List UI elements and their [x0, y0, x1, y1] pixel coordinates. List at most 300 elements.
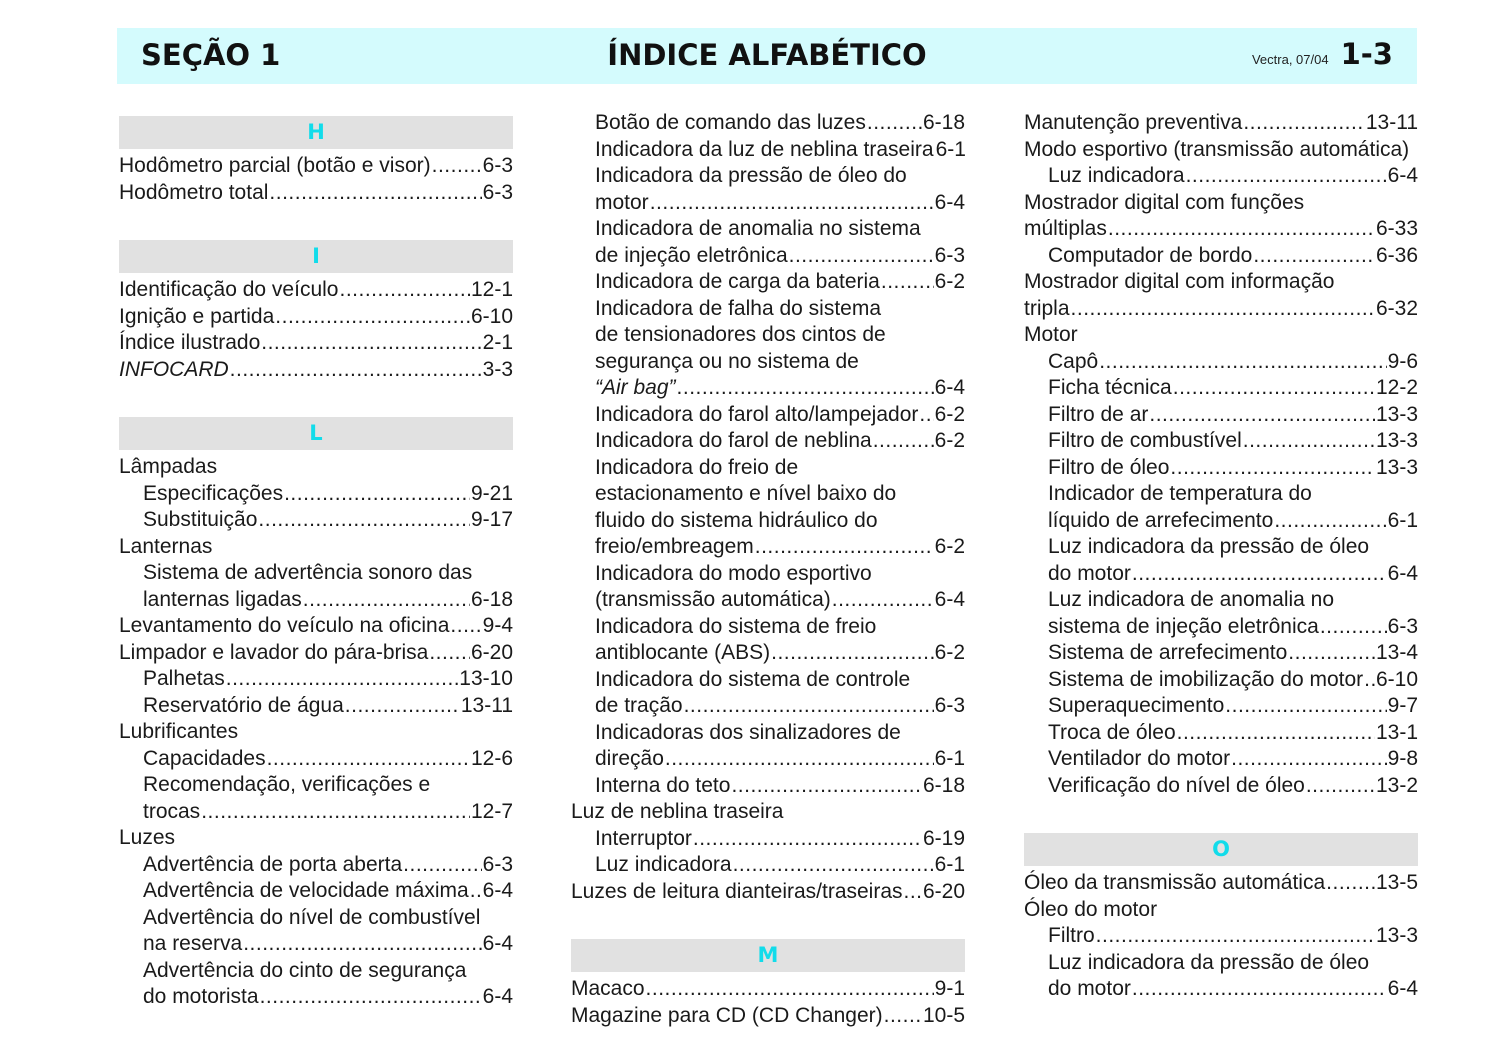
entry-text: Indicadora do farol alto/lampejador: [595, 402, 919, 426]
entry-text: Luzes: [119, 826, 176, 849]
entry-row: [1048, 561, 1418, 588]
entry-row: [1048, 455, 1418, 482]
dot-leader: [258, 507, 470, 534]
dot-leader: [1253, 243, 1375, 270]
page-ref: 13-3: [1375, 455, 1418, 479]
entry-row: [595, 402, 965, 429]
dot-leader: [1306, 773, 1375, 800]
letter-header: O: [1024, 833, 1418, 866]
entry-text: Óleo do motor: [1024, 897, 1158, 921]
page-ref: 10-5: [922, 1003, 965, 1027]
page-ref: 6-2: [934, 641, 965, 664]
index-entry: [119, 534, 513, 561]
entry-text: Magazine para CD (CD Changer): [571, 1003, 883, 1027]
index-entry: [119, 640, 513, 667]
dot-leader: [1177, 720, 1375, 747]
index-section: [571, 110, 965, 905]
index-entry: [119, 825, 513, 852]
entry-text: Filtro: [1048, 924, 1095, 947]
page-ref: 12-1: [470, 278, 513, 301]
dot-leader: [269, 180, 481, 207]
entry-row: [1024, 296, 1418, 323]
page-header: [117, 28, 1417, 84]
entry-row: [1024, 110, 1418, 137]
page-ref: 9-17: [470, 508, 513, 531]
page-ref: 9-8: [1387, 747, 1418, 770]
page-ref: 6-10: [1375, 667, 1418, 691]
index-entry: [571, 976, 965, 1003]
index-entry: [1024, 322, 1418, 349]
entry-row: [143, 931, 513, 958]
entry-row: [143, 852, 513, 879]
entry-text: INFOCARD: [119, 357, 229, 381]
entry-text-line: Indicadora do freio de: [595, 455, 799, 479]
dot-leader: [267, 746, 470, 773]
dot-leader: [470, 878, 482, 905]
entry-row: [595, 243, 965, 270]
index-entry: [1024, 897, 1418, 924]
page-ref: 6-1: [934, 747, 965, 770]
index-entry: [571, 402, 965, 429]
entry-text: Lubrificantes: [119, 720, 239, 743]
index-entry: [1024, 428, 1418, 455]
entry-row: [595, 773, 965, 800]
entry-text: Superaquecimento: [1048, 694, 1225, 717]
index-entry: [571, 720, 965, 773]
index-entry: [571, 110, 965, 137]
index-section: [119, 417, 513, 1011]
entry-text: Computador de bordo: [1048, 243, 1253, 267]
index-entry: [571, 296, 965, 402]
entry-text: múltiplas: [1024, 217, 1107, 240]
entry-text-line: Luz indicadora da pressão de óleo: [1048, 950, 1370, 974]
dot-leader: [919, 402, 933, 429]
dot-leader: [884, 1003, 922, 1030]
dot-leader: [832, 587, 934, 614]
page-number: 1-3: [1340, 37, 1393, 71]
page-ref: 6-4: [1387, 561, 1418, 585]
dot-leader: [1243, 110, 1365, 137]
page-ref: 13-11: [1365, 111, 1418, 134]
dot-leader: [1132, 561, 1387, 588]
entry-row: [119, 277, 513, 304]
entry-row: [1024, 870, 1418, 897]
page-ref: 6-20: [922, 879, 965, 903]
index-entry: [1024, 269, 1418, 322]
index-entry: [571, 667, 965, 720]
page-ref: 6-3: [934, 694, 965, 717]
entry-row: [143, 746, 513, 773]
index-entry: [1024, 110, 1418, 137]
entry-row: [143, 481, 513, 508]
entry-text-line: Indicadora do sistema de controle: [595, 667, 911, 691]
entry-text-line: Indicadora de anomalia no sistema: [595, 217, 921, 240]
entry-text: Lanternas: [119, 534, 213, 558]
page-ref: 6-3: [1387, 614, 1418, 638]
index-section: [571, 939, 965, 1029]
entry-row: [595, 852, 965, 879]
dot-leader: [243, 931, 481, 958]
dot-leader: [693, 826, 922, 853]
dot-leader: [303, 587, 470, 614]
index-entry: [571, 561, 965, 614]
entry-row: [1024, 897, 1418, 924]
page-ref: 9-1: [934, 977, 965, 1000]
page-ref: 13-2: [1375, 773, 1418, 797]
index-entry: [119, 613, 513, 640]
entry-text-line: estacionamento e nível baixo do: [595, 482, 897, 505]
page-ref: 6-4: [482, 932, 513, 955]
page-ref: 6-1: [1387, 508, 1418, 532]
index-entry: [1024, 190, 1418, 243]
entry-row: [143, 666, 513, 693]
entry-text: de injeção eletrônica: [595, 243, 788, 267]
entry-text: freio/embreagem: [595, 535, 754, 558]
entry-text-line: Mostrador digital com informação: [1024, 270, 1335, 293]
entry-text-line: Indicadoras dos sinalizadores de: [595, 720, 901, 744]
page-ref: 6-36: [1375, 243, 1418, 267]
dot-leader: [867, 110, 922, 137]
index-entry: [119, 560, 513, 613]
entry-row: [595, 826, 965, 853]
index-entry: [571, 614, 965, 667]
page-title: ÍNDICE ALFABÉTICO: [607, 38, 927, 72]
entry-row: [119, 304, 513, 331]
section-label: SEÇÃO 1: [141, 38, 281, 72]
entry-row: [119, 330, 513, 357]
page-ref: 13-10: [459, 667, 513, 690]
entry-text-line: fluido do sistema hidráulico do: [595, 508, 878, 532]
index-entry: [119, 852, 513, 879]
index-column-2: [571, 110, 965, 1063]
entry-text: Filtro de ar: [1048, 402, 1149, 426]
entry-text: Ficha técnica: [1048, 376, 1172, 399]
entry-row: [1048, 402, 1418, 429]
entry-row: [595, 375, 965, 402]
entry-text: motor: [595, 190, 649, 214]
entry-text: Luz indicadora: [595, 853, 732, 876]
entry-text: Óleo da transmissão automática: [1024, 871, 1326, 894]
entry-text: Palhetas: [143, 667, 225, 690]
entry-row: [595, 428, 965, 455]
dot-leader: [665, 746, 934, 773]
index-entry: [119, 746, 513, 773]
entry-text: lanternas ligadas: [143, 587, 302, 611]
entry-row: [595, 693, 965, 720]
letter-header: I: [119, 240, 513, 273]
index-entry: [1024, 587, 1418, 640]
page-ref: 6-3: [482, 180, 513, 204]
page-ref: 6-18: [922, 111, 965, 134]
index-entry: [571, 826, 965, 853]
entry-row: [119, 180, 513, 207]
index-entry: [1024, 481, 1418, 534]
index-entry: [1024, 137, 1418, 164]
index-entry: [119, 481, 513, 508]
entry-text: Troca de óleo: [1048, 720, 1176, 744]
page-ref: 12-2: [1375, 376, 1418, 399]
index-entry: [119, 905, 513, 958]
entry-text: Hodômetro total: [119, 180, 269, 204]
index-entry: [119, 507, 513, 534]
entry-text: Interna do teto: [595, 773, 731, 797]
page-ref: 6-3: [934, 243, 965, 267]
index-entry: [119, 719, 513, 746]
entry-text: líquido de arrefecimento: [1048, 508, 1274, 532]
entry-text: Filtro de óleo: [1048, 455, 1170, 479]
index-entry: [119, 454, 513, 481]
index-entry: [1024, 163, 1418, 190]
page-ref: 6-3: [482, 852, 513, 876]
entry-row: [1048, 667, 1418, 694]
entry-text: do motor: [1048, 977, 1131, 1000]
index-entry: [1024, 375, 1418, 402]
entry-row: [143, 693, 513, 720]
entry-text-line: Indicadora da pressão de óleo do: [595, 164, 907, 187]
entry-row: [1048, 375, 1418, 402]
page-ref: 6-18: [922, 773, 965, 797]
page-ref: 6-19: [922, 826, 965, 850]
entry-text-line: Recomendação, verificações e: [143, 773, 431, 796]
index-entry: [1024, 773, 1418, 800]
index-entry: [1024, 950, 1418, 1003]
page-ref: 13-3: [1375, 429, 1418, 452]
page-ref: 6-4: [482, 879, 513, 902]
page-ref: 6-2: [934, 535, 965, 558]
entry-row: [595, 534, 965, 561]
entry-text: Levantamento do veículo na oficina: [119, 614, 450, 637]
dot-leader: [1231, 746, 1387, 773]
entry-row: [1048, 773, 1418, 800]
entry-text-line: Indicadora do sistema de freio: [595, 614, 877, 638]
index-column-1: [119, 110, 513, 1045]
entry-row: [119, 640, 513, 667]
entry-text-line: de tensionadores dos cintos de: [595, 323, 886, 346]
page-ref: 13-5: [1375, 871, 1418, 894]
dot-leader: [1274, 508, 1386, 535]
entry-text: Motor: [1024, 323, 1078, 346]
entry-text: Capacidades: [143, 746, 266, 770]
index-entry: [571, 773, 965, 800]
index-entry: [1024, 720, 1418, 747]
entry-row: [119, 357, 513, 384]
entry-row: [1048, 428, 1418, 455]
dot-leader: [1132, 976, 1387, 1003]
dot-leader: [755, 534, 934, 561]
index-entry: [119, 772, 513, 825]
index-entry: [119, 330, 513, 357]
dot-leader: [873, 428, 934, 455]
entry-text: Luz indicadora: [1048, 164, 1185, 187]
index-entry: [571, 455, 965, 561]
dot-leader: [345, 693, 460, 720]
entry-text-line: Advertência do cinto de segurança: [143, 958, 467, 982]
entry-text: Indicadora do farol de neblina: [595, 429, 872, 452]
dot-leader: [275, 304, 470, 331]
entry-text: Identificação do veículo: [119, 278, 339, 301]
page-ref: 6-1: [934, 853, 965, 876]
dot-leader: [403, 852, 481, 879]
page-ref: 12-7: [470, 799, 513, 823]
letter-header: H: [119, 116, 513, 149]
entry-row: [595, 190, 965, 217]
entry-row: [1048, 746, 1418, 773]
entry-row: [595, 746, 965, 773]
dot-leader: [677, 375, 934, 402]
dot-leader: [1364, 667, 1375, 694]
index-entry: [119, 666, 513, 693]
entry-row: [143, 507, 513, 534]
entry-text: Hodômetro parcial (botão e visor): [119, 154, 431, 177]
page-ref: 13-3: [1375, 402, 1418, 426]
page-ref: 9-7: [1387, 694, 1418, 717]
entry-text: Botão de comando das luzes: [595, 111, 866, 134]
page-ref: 13-11: [460, 693, 513, 717]
index-entry: [1024, 746, 1418, 773]
index-entry: [1024, 455, 1418, 482]
entry-text: “Air bag”: [595, 376, 676, 399]
entry-text: Sistema de imobilização do motor: [1048, 667, 1364, 691]
entry-text: Lâmpadas: [119, 455, 218, 478]
page-ref: 6-4: [1387, 977, 1418, 1000]
page-ref: 6-20: [470, 640, 513, 664]
entry-text: Limpador e lavador do pára-brisa: [119, 640, 429, 664]
index-entry: [119, 693, 513, 720]
index-entry: [571, 879, 965, 906]
entry-text: Advertência de velocidade máxima: [143, 879, 469, 902]
dot-leader: [771, 640, 934, 667]
entry-text: antiblocante (ABS): [595, 641, 771, 664]
index-entry: [1024, 870, 1418, 897]
index-entry: [119, 277, 513, 304]
page-ref: 13-4: [1375, 641, 1418, 664]
index-section: [1024, 833, 1418, 1003]
index-entry: [571, 269, 965, 296]
entry-text-line: Luz indicadora da pressão de óleo: [1048, 535, 1370, 558]
entry-text: Indicadora de carga da bateria: [595, 270, 880, 293]
entry-text: Sistema de arrefecimento: [1048, 641, 1288, 664]
entry-text-line: Indicador de temperatura do: [1048, 482, 1312, 505]
entry-text-line: Indicadora de falha do sistema: [595, 296, 882, 320]
entry-row: [571, 879, 965, 906]
entry-text: Manutenção preventiva: [1024, 111, 1243, 134]
index-entry: [571, 428, 965, 455]
entry-text-line: segurança ou no sistema de: [595, 349, 859, 373]
entry-row: [595, 587, 965, 614]
entry-text: Advertência de porta aberta: [143, 852, 403, 876]
page-ref: 6-4: [934, 376, 965, 399]
index-entry: [1024, 667, 1418, 694]
index-section: [119, 240, 513, 383]
dot-leader: [230, 357, 482, 384]
dot-leader: [1108, 216, 1375, 243]
page-ref: 9-6: [1387, 349, 1418, 373]
entry-text: Capô: [1048, 349, 1099, 373]
dot-leader: [1173, 375, 1375, 402]
index-entry: [571, 137, 965, 164]
index-entry: [119, 153, 513, 180]
dot-leader: [1288, 640, 1375, 667]
entry-row: [119, 534, 513, 561]
entry-row: [119, 825, 513, 852]
dot-leader: [1326, 870, 1375, 897]
dot-leader: [733, 852, 934, 879]
index-entry: [119, 958, 513, 1011]
entry-text-line: Mostrador digital com funções: [1024, 190, 1305, 214]
dot-leader: [881, 269, 934, 296]
entry-row: [119, 153, 513, 180]
dot-leader: [429, 640, 470, 667]
entry-row: [1048, 976, 1418, 1003]
dot-leader: [731, 773, 922, 800]
index-entry: [571, 216, 965, 269]
entry-text: Macaco: [571, 977, 645, 1000]
entry-row: [571, 799, 965, 826]
page-ref: 6-4: [934, 588, 965, 611]
dot-leader: [1096, 923, 1375, 950]
dot-leader: [1149, 402, 1375, 429]
page-ref: 6-3: [482, 154, 513, 177]
dot-leader: [904, 879, 922, 906]
index-entry: [1024, 402, 1418, 429]
index-entry: [571, 1003, 965, 1030]
page-ref: 13-1: [1375, 720, 1418, 744]
index-entry: [1024, 693, 1418, 720]
entry-row: [595, 110, 965, 137]
entry-text-line: Luz indicadora de anomalia no: [1048, 588, 1335, 611]
entry-row: [1048, 508, 1418, 535]
index-entry: [571, 799, 965, 826]
entry-row: [1048, 640, 1418, 667]
letter-header: L: [119, 417, 513, 450]
page-ref: 13-3: [1375, 924, 1418, 947]
index-entry: [119, 304, 513, 331]
dot-leader: [226, 666, 459, 693]
index-entry: [119, 878, 513, 905]
entry-row: [1024, 137, 1418, 164]
page-ref: 9-21: [470, 481, 513, 505]
entry-text: Ventilador do motor: [1048, 747, 1231, 770]
page-ref: 9-4: [482, 614, 513, 637]
index-column-3: [1024, 110, 1418, 1037]
entry-text: tripla: [1024, 296, 1070, 320]
dot-leader: [1071, 296, 1375, 323]
entry-row: [143, 984, 513, 1011]
entry-row: [595, 137, 965, 164]
index-section: [119, 116, 513, 206]
entry-row: [1048, 349, 1418, 376]
dot-leader: [1243, 428, 1375, 455]
index-entry: [119, 180, 513, 207]
dot-leader: [789, 243, 934, 270]
entry-row: [1048, 614, 1418, 641]
dot-leader: [432, 153, 482, 180]
dot-leader: [201, 799, 470, 826]
entry-text-line: Sistema de advertência sonoro das: [143, 561, 473, 584]
page-ref: 6-10: [470, 304, 513, 328]
entry-text: Especificações: [143, 481, 284, 505]
page-ref: 6-2: [934, 402, 965, 426]
entry-row: [595, 640, 965, 667]
entry-text: Indicadora da luz de neblina traseira: [595, 137, 934, 161]
dot-leader: [450, 613, 481, 640]
entry-row: [1048, 693, 1418, 720]
entry-text: Modo esportivo (transmissão automática): [1024, 137, 1410, 161]
entry-text: Filtro de combustível: [1048, 429, 1242, 452]
page-ref: 6-4: [934, 190, 965, 214]
entry-row: [119, 613, 513, 640]
entry-text: direção: [595, 747, 664, 770]
